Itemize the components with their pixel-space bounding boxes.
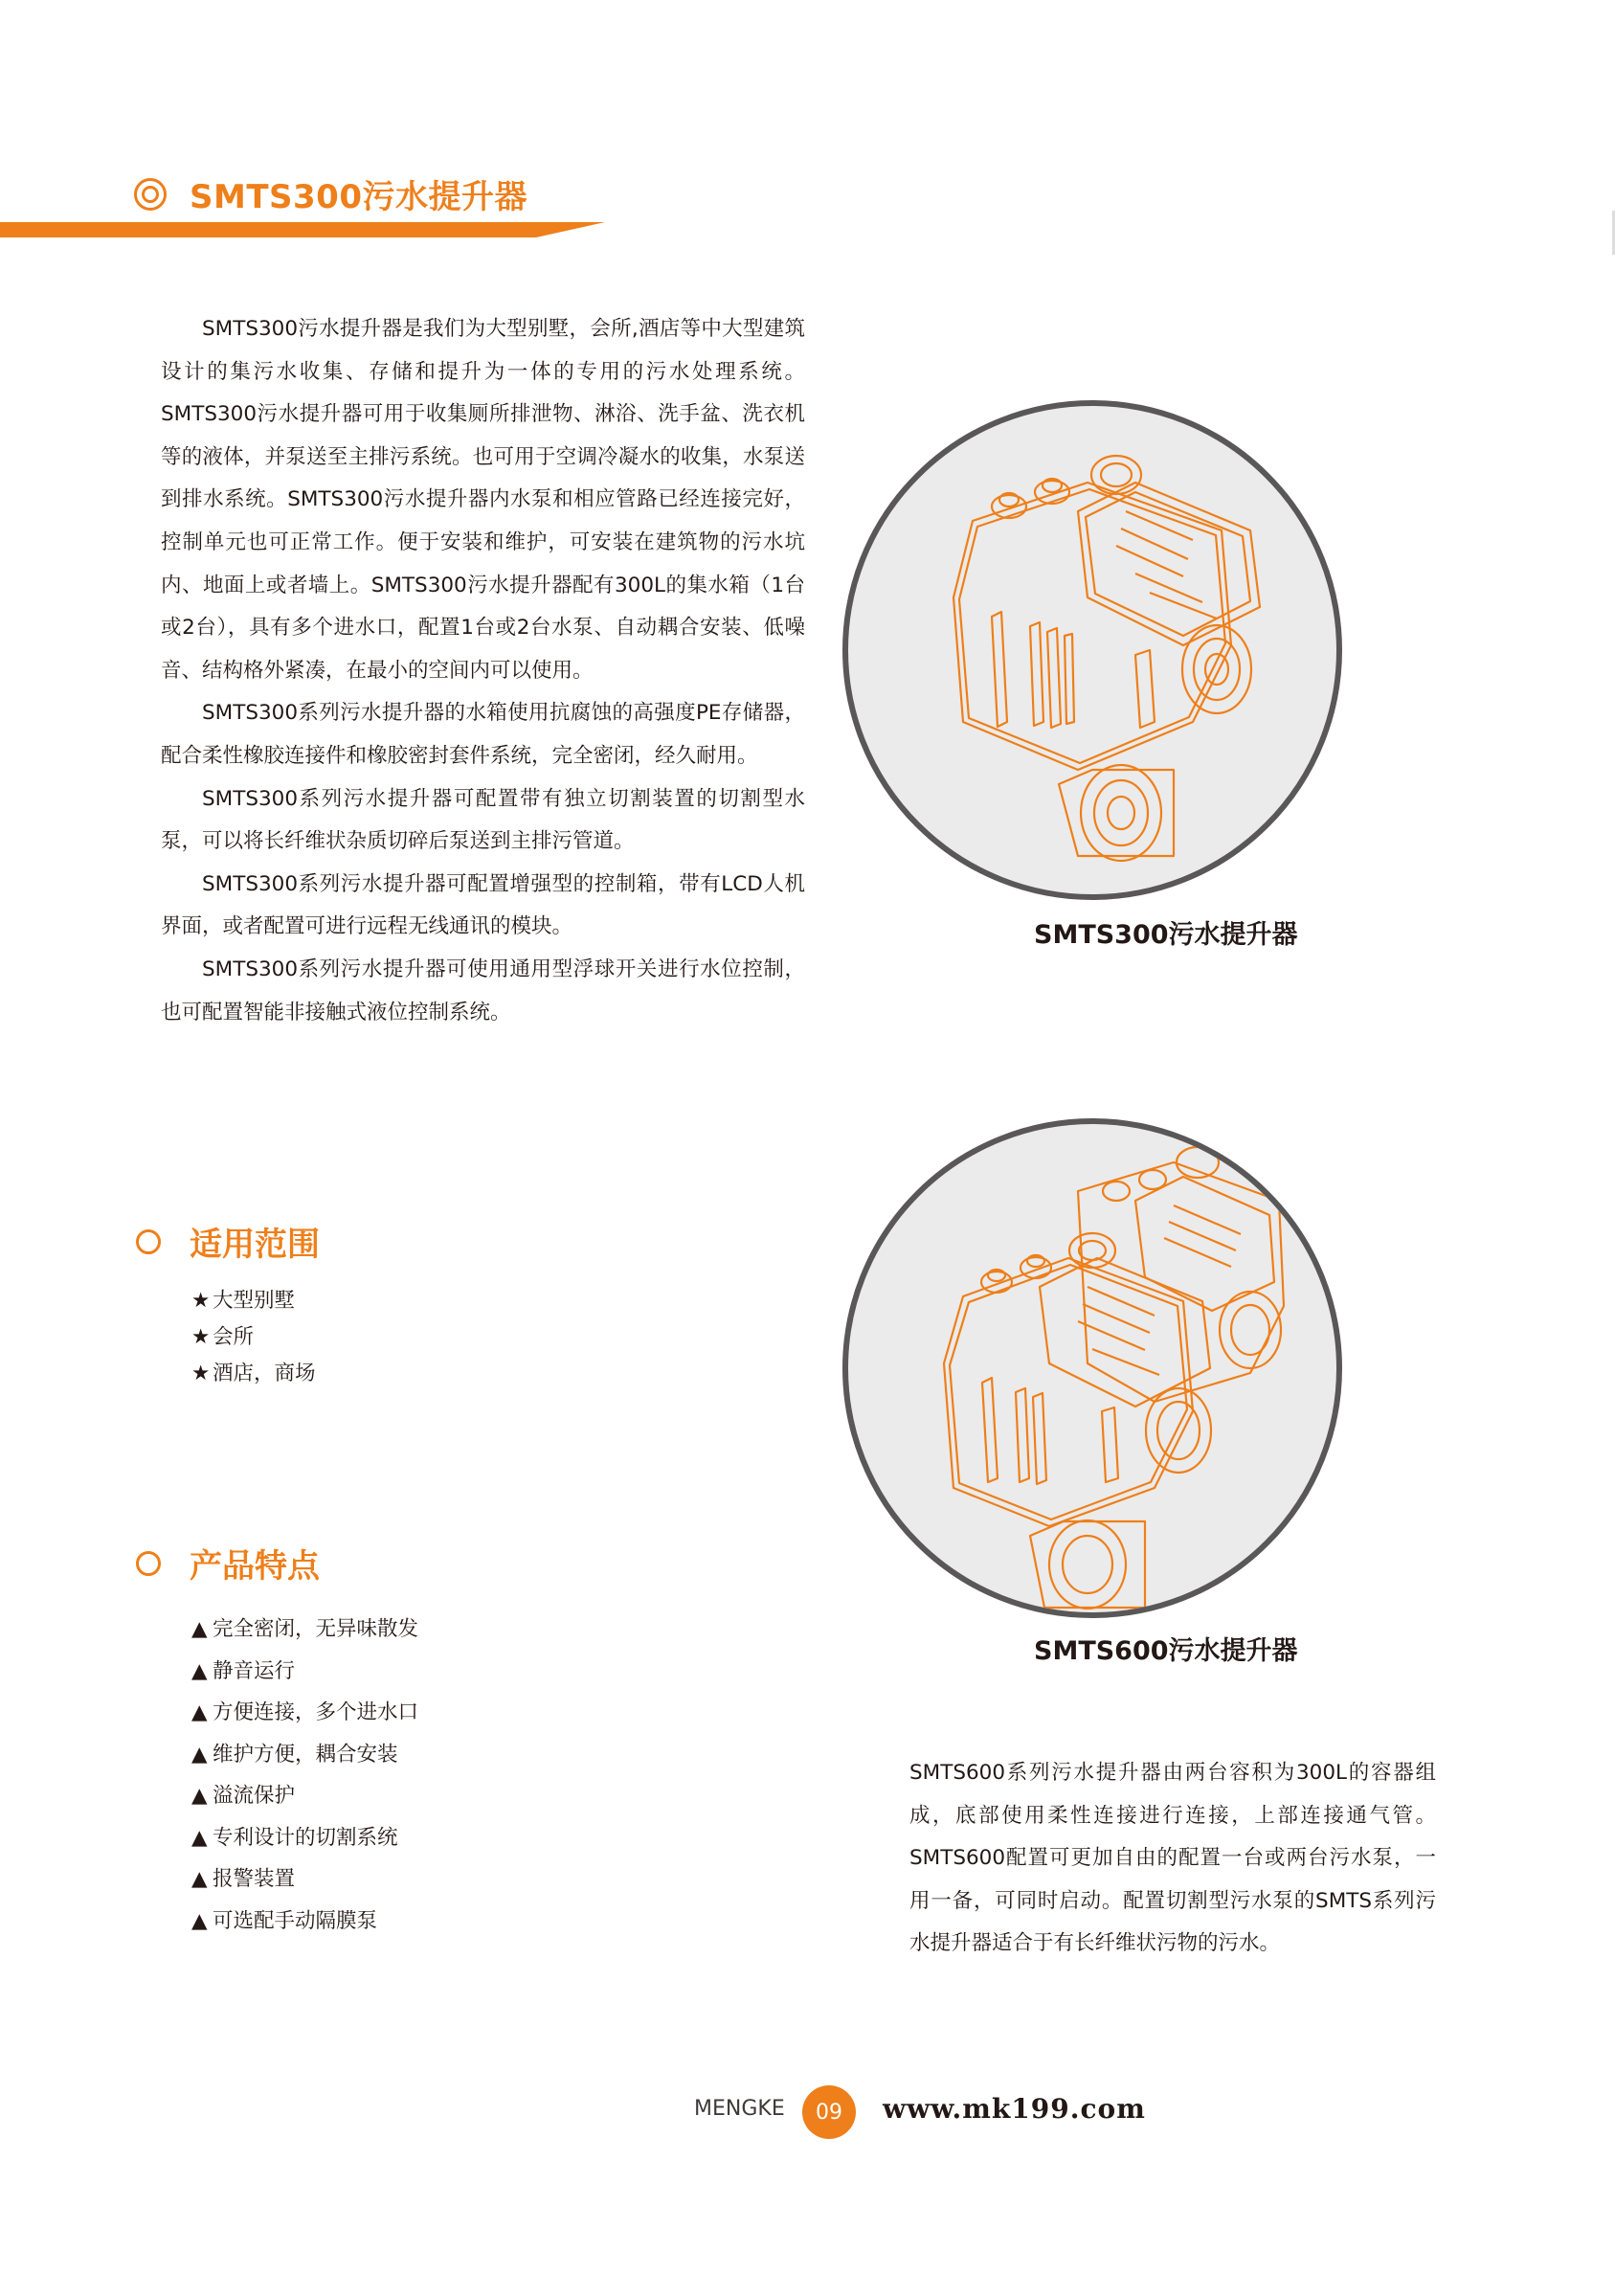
ring-icon (136, 1551, 161, 1576)
list-item (191, 1609, 418, 1651)
triangle-bullet-icon: ▲ (191, 1700, 208, 1724)
intro-paragraph: SMTS300系列污水提升器可配置增强型的控制箱，带有LCD人机界面，或者配置可进行远程无线通讯的模块。 (161, 871, 805, 939)
list-item-label: 大型别墅 (213, 1289, 296, 1313)
list-item (191, 1734, 418, 1776)
footer-brand: MENGKE (694, 2097, 785, 2121)
product-caption-smts300: SMTS300污水提升器 (1034, 920, 1298, 950)
list-item (191, 1319, 316, 1356)
page-footer (0, 2085, 1615, 2137)
product-caption-smts600: SMTS600污水提升器 (1034, 1636, 1298, 1666)
list-item-label: 可选配手动隔膜泵 (213, 1908, 378, 1933)
page-title (134, 170, 527, 217)
list-item-label: 方便连接，多个进水口 (213, 1700, 419, 1724)
triangle-bullet-icon: ▲ (191, 1742, 208, 1767)
triangle-bullet-icon: ▲ (191, 1867, 208, 1891)
list-item (191, 1858, 418, 1901)
triangle-bullet-icon: ▲ (191, 1617, 208, 1641)
list-item-label: 维护方便，耦合安装 (213, 1742, 398, 1767)
list-item-label: 溢流保护 (213, 1784, 296, 1808)
list-item-label: 专利设计的切割系统 (213, 1825, 398, 1850)
intro-paragraph: SMTS300系列污水提升器可配置带有独立切割装置的切割型水泵，可以将长纤维状杂质切碎后泵送到主排污管道。 (161, 786, 805, 854)
ring-icon (136, 1229, 161, 1254)
features-title: 产品特点 (190, 1547, 320, 1586)
triangle-bullet-icon: ▲ (191, 1825, 208, 1850)
page-title-text: SMTS300污水提升器 (190, 178, 527, 216)
intro-paragraph: SMTS300系列污水提升器可使用通用型浮球开关进行水位控制，也可配置智能非接触式液位控制系统。 (161, 957, 805, 1024)
triangle-bullet-icon: ▲ (191, 1908, 208, 1933)
product-image-smts600 (842, 1118, 1342, 1618)
product-image-smts300 (842, 400, 1342, 900)
star-bullet-icon: ★ (191, 1362, 211, 1385)
list-item (191, 1692, 418, 1734)
list-item (191, 1283, 316, 1319)
applications-title: 适用范围 (190, 1226, 320, 1264)
features-heading (136, 1540, 320, 1587)
footer-url: www.mk199.com (883, 2093, 1146, 2125)
applications-list (191, 1283, 316, 1392)
list-item-label: 完全密闭，无异味散发 (213, 1617, 419, 1641)
star-bullet-icon: ★ (191, 1325, 211, 1349)
page-number: 09 (802, 2085, 856, 2139)
double-tank-illustration (848, 1124, 1342, 1618)
triangle-bullet-icon: ▲ (191, 1658, 208, 1683)
list-item (191, 1651, 418, 1693)
intro-paragraph: SMTS300污水提升器是我们为大型别墅，会所,酒店等中大型建筑设计的集污水收集、存储和提升为一体的专用的污水处理系统。SMTS300污水提升器可用于收集厕所排泄物、淋浴、洗手盆、洗衣机等的液体，并泵送至主排污系统。也可用于空调冷凝水的收集，水泵送到排水系统。SMTS300污水提升器内水泵和相应管路已经连接完好，控制单元也可正常工作。便于安装和维护，可安装在建筑物的污水坑内、地面上或者墙上。SMTS300污水提升器配有300L的集水箱（1台或2台），具有多个进水口，配置1台或2台水泵、自动耦合安装、低噪音、结构格外紧凑，在最小的空间内可以使用。 (161, 317, 805, 683)
list-item-label: 会所 (213, 1325, 255, 1349)
double-circle-icon (134, 178, 167, 211)
list-item (191, 1901, 418, 1943)
list-item-label: 酒店，商场 (213, 1362, 316, 1385)
smts600-description: SMTS600系列污水提升器由两台容积为300L的容器组成，底部使用柔性连接进行连接，上部连接通气管。SMTS600配置可更加自由的配置一台或两台污水泵，一用一备，可同时启动。配置切割型污水泵的SMTS系列污水提升器适合于有长纤维状污物的污水。 (909, 1761, 1436, 1955)
header-accent-bar (0, 222, 605, 237)
triangle-bullet-icon: ▲ (191, 1784, 208, 1808)
list-item (191, 1817, 418, 1859)
single-tank-illustration (848, 406, 1342, 900)
star-bullet-icon: ★ (191, 1289, 211, 1313)
list-item-label: 静音运行 (213, 1658, 296, 1683)
applications-heading (136, 1218, 320, 1265)
intro-paragraph: SMTS300系列污水提升器的水箱使用抗腐蚀的高强度PE存储器，配合柔性橡胶连接件和橡胶密封套件系统，完全密闭，经久耐用。 (161, 701, 805, 768)
list-item (191, 1356, 316, 1392)
features-list (191, 1609, 418, 1942)
intro-text (161, 308, 805, 1034)
list-item-label: 报警装置 (213, 1867, 296, 1891)
list-item (191, 1775, 418, 1817)
